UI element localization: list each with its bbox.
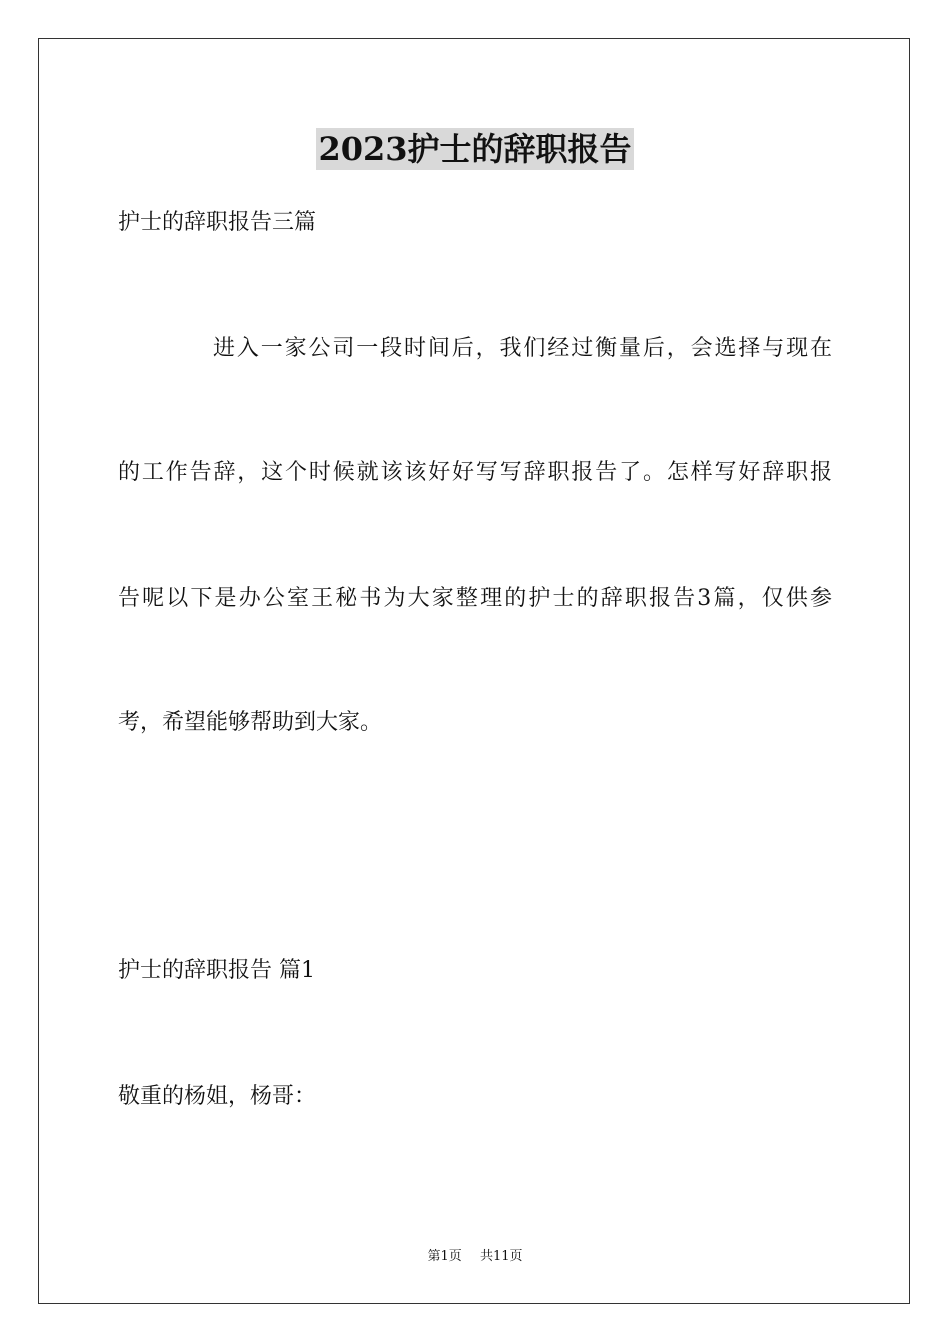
- document-subtitle: 护士的辞职报告三篇: [118, 210, 317, 235]
- intro-paragraph-line-1: 进入一家公司一段时间后，我们经过衡量后，会选择与现在: [213, 336, 832, 361]
- section-heading: 护士的辞职报告 篇1: [118, 958, 315, 983]
- intro-paragraph-line-2: 的工作告辞，这个时候就该该好好写写辞职报告了。怎样写好辞职报: [118, 460, 832, 485]
- page-number-current: 第1页: [427, 1249, 462, 1264]
- salutation: 敬重的杨姐，杨哥：: [118, 1084, 317, 1109]
- document-title: 2023护士的辞职报告: [318, 130, 632, 168]
- intro-paragraph-line-4: 考，希望能够帮助到大家。: [118, 710, 383, 735]
- intro-paragraph-line-3: 告呢以下是办公室王秘书为大家整理的护士的辞职报告3篇，仅供参: [118, 586, 832, 611]
- title-container: [0, 128, 950, 170]
- page-footer: [0, 1248, 950, 1266]
- page-number-total: 共11页: [479, 1249, 523, 1264]
